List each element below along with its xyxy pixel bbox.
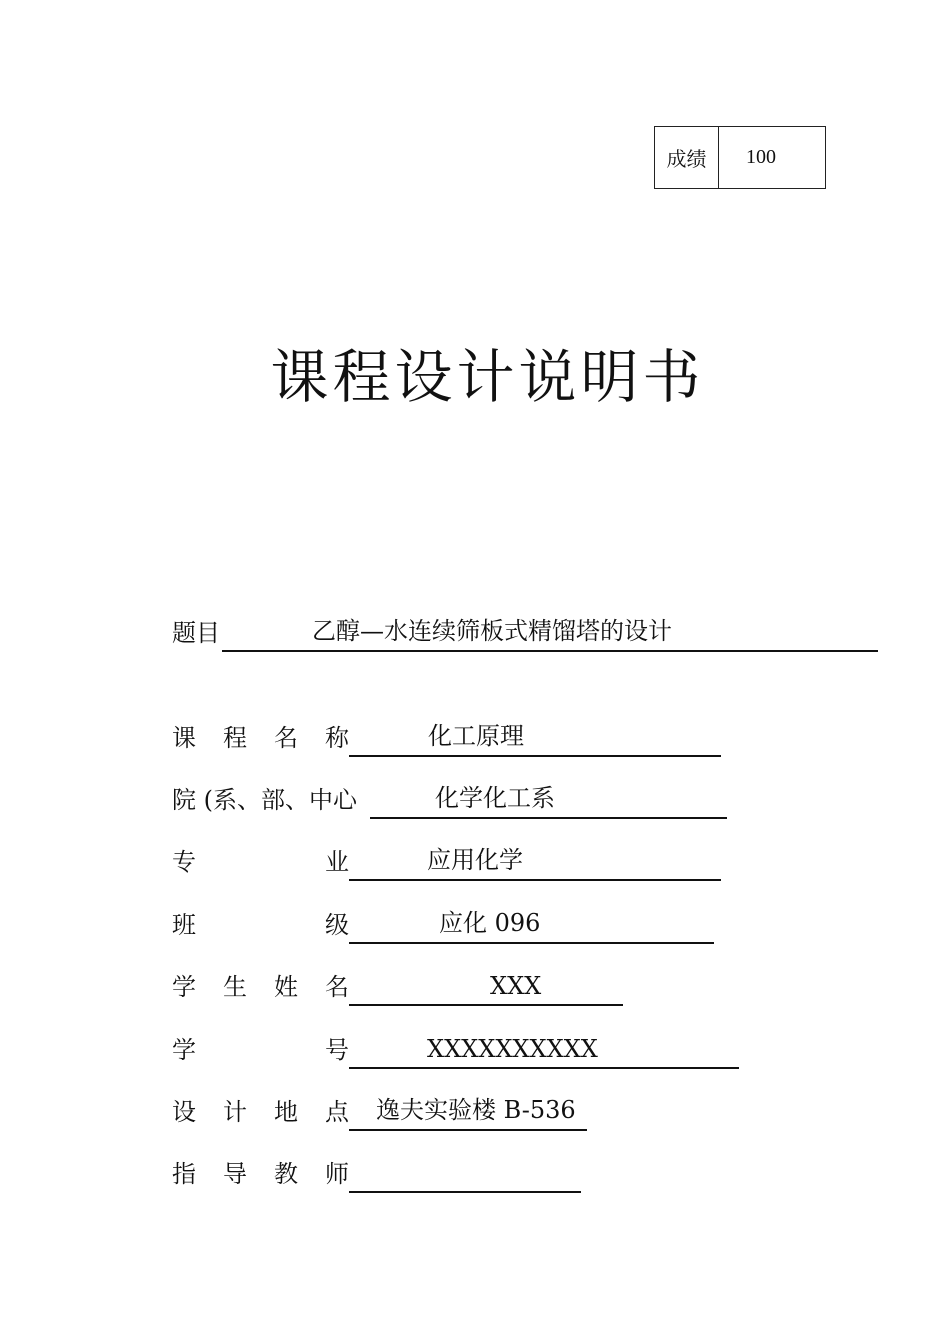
student-name-value: XXX [490, 972, 542, 1000]
major-label: 专 业 [172, 848, 349, 876]
class-field [172, 904, 715, 944]
student-name-field [172, 966, 624, 1006]
student-number-field [172, 1029, 740, 1069]
course-name-underline [349, 715, 721, 757]
design-location-value: 逸夫实验楼 B-536 [376, 1096, 576, 1124]
instructor-field [172, 1153, 582, 1193]
student-number-value: XXXXXXXXXX [427, 1035, 598, 1063]
major-value: 应用化学 [427, 846, 523, 874]
instructor-label: 指 导 教 师 [172, 1160, 349, 1188]
class-value: 应化 096 [439, 909, 541, 937]
student-name-label: 学 生 姓 名 [172, 973, 349, 1001]
topic-field [172, 612, 878, 652]
topic-value: 乙醇—水连续筛板式精馏塔的设计 [312, 617, 672, 645]
department-field [172, 779, 728, 819]
major-field [172, 841, 722, 881]
major-underline [349, 839, 721, 881]
score-value: 100 [746, 146, 776, 168]
class-label: 班 级 [172, 911, 349, 939]
instructor-underline [349, 1151, 581, 1193]
department-value: 化学化工系 [435, 784, 555, 812]
course-name-value: 化工原理 [428, 722, 524, 750]
student-name-underline [349, 964, 623, 1006]
score-label: 成绩 [655, 127, 719, 188]
course-name-label: 课 程 名 称 [172, 724, 349, 752]
course-name-field [172, 717, 722, 757]
design-location-field [172, 1091, 588, 1131]
department-label: 院 (系、部、中心 [172, 786, 357, 814]
page-title: 课程设计说明书 [270, 343, 705, 411]
score-box [654, 126, 826, 189]
design-location-label: 设 计 地 点 [172, 1098, 349, 1126]
student-number-label: 学 号 [172, 1036, 349, 1064]
topic-label: 题目 [172, 619, 220, 647]
